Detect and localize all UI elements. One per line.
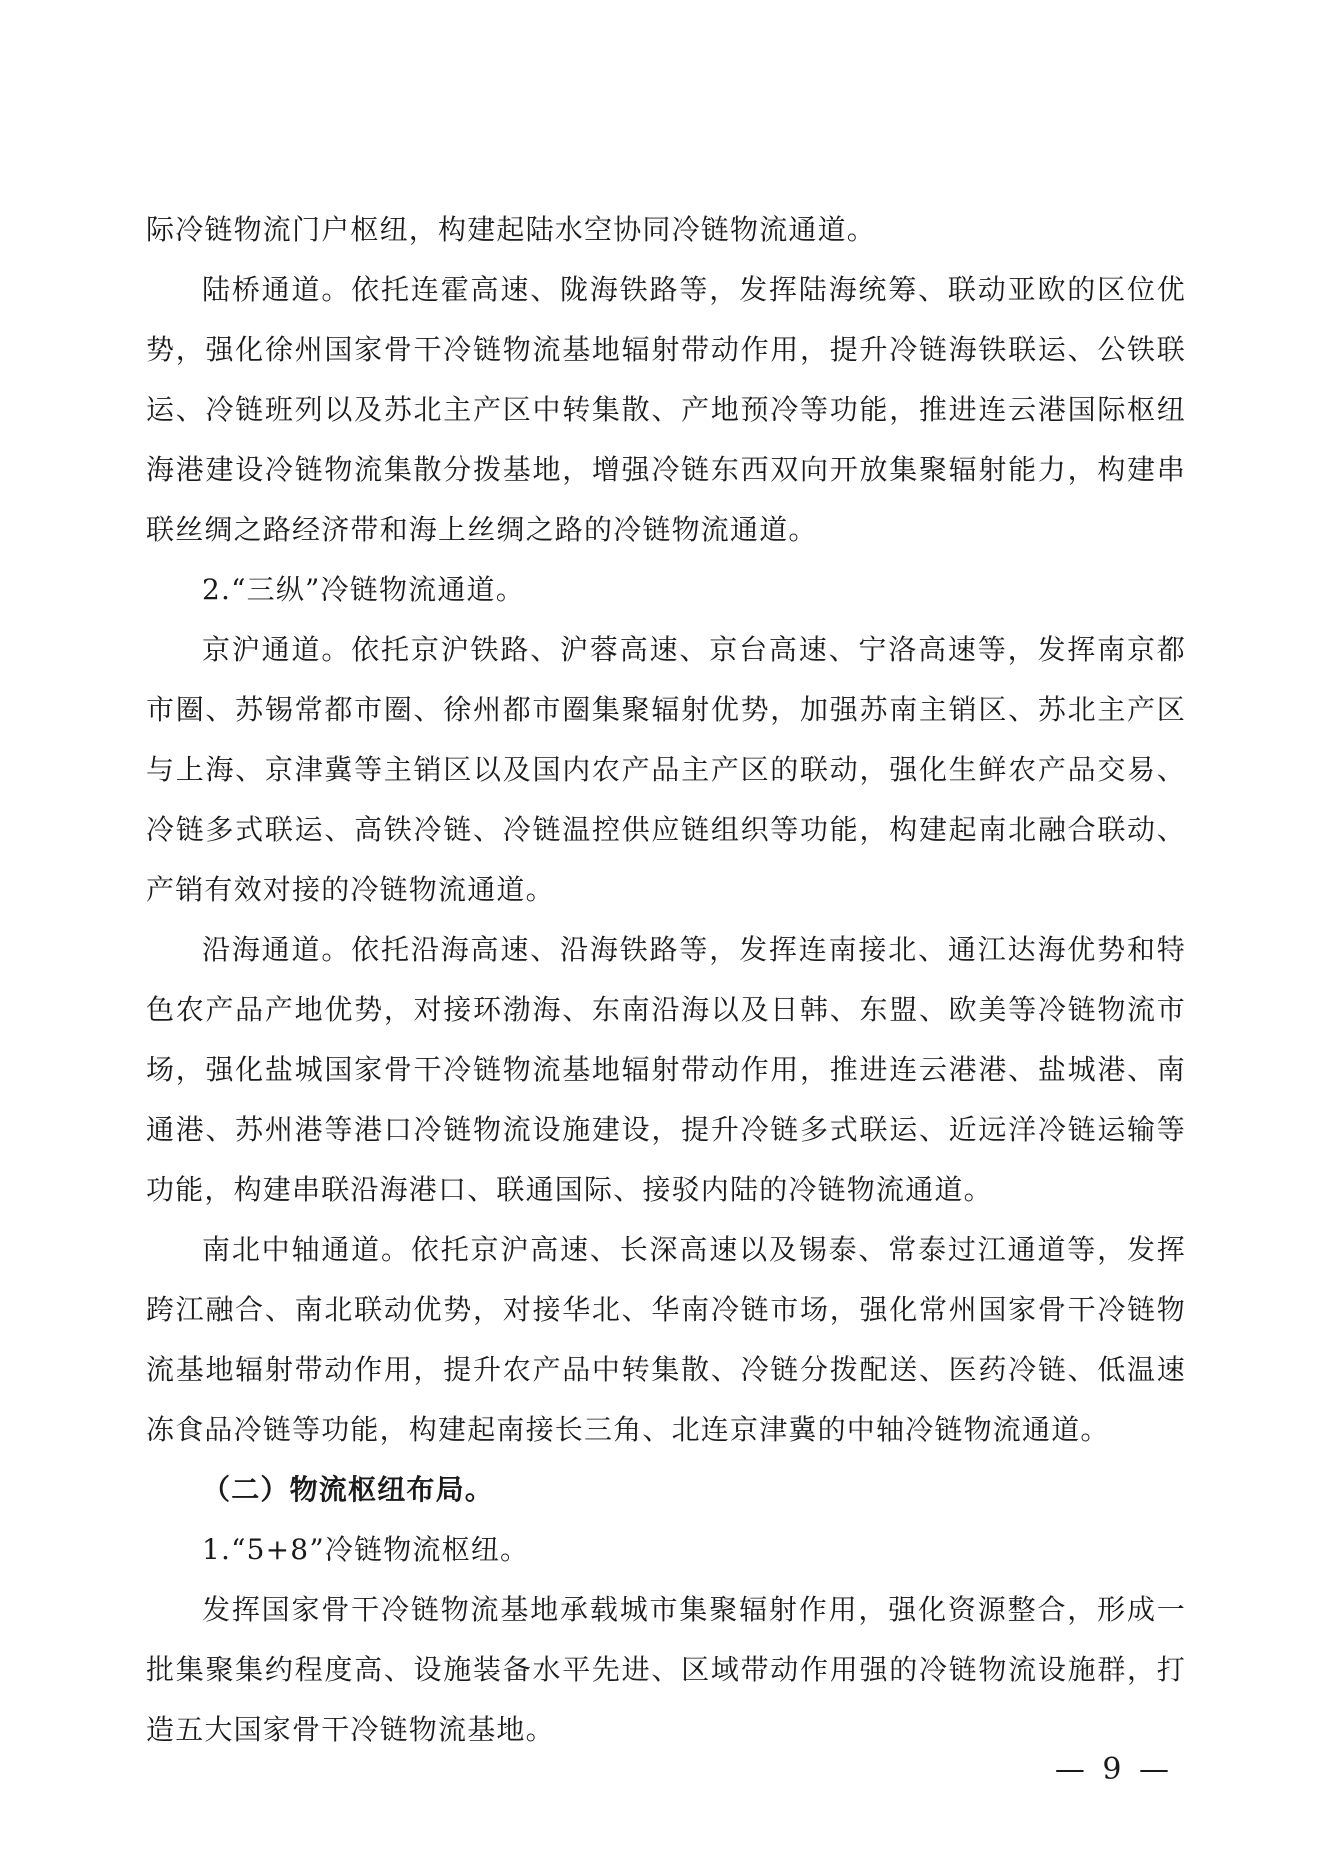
section-heading: （二）物流枢纽布局。 (202, 1473, 495, 1506)
paragraph-1: 际冷链物流门户枢纽，构建起陆水空协同冷链物流通道。 (146, 213, 877, 246)
document-body (146, 200, 1186, 1760)
paragraph-5: 沿海通道。依托沿海高速、沿海铁路等，发挥连南接北、通江达海优势和特色农产品产地优势，对接环渤海、东南沿海以及日韩、东盟、欧美等冷链物流市场，强化盐城国家骨干冷链物流基地辐射带动作用，推进连云港港、盐城港、南通港、苏州港等港口冷链物流设施建设，提升冷链多式联运、近远洋冷链运输等功能，构建串联沿海港口、联通国际、接驳内陆的冷链物流通道。 (146, 933, 1186, 1206)
paragraph-8-subheading: 1.“5+8”冷链物流枢纽。 (202, 1533, 530, 1566)
paragraph-3-subheading: 2.“三纵”冷链物流通道。 (202, 573, 525, 606)
page-number: — 9 — (1054, 1752, 1173, 1787)
paragraph-9: 发挥国家骨干冷链物流基地承载城市集聚辐射作用，强化资源整合，形成一批集聚集约程度高、设施装备水平先进、区域带动作用强的冷链物流设施群，打造五大国家骨干冷链物流基地。 (146, 1593, 1186, 1746)
paragraph-2: 陆桥通道。依托连霍高速、陇海铁路等，发挥陆海统筹、联动亚欧的区位优势，强化徐州国家骨干冷链物流基地辐射带动作用，提升冷链海铁联运、公铁联运、冷链班列以及苏北主产区中转集散、产地预冷等功能，推进连云港国际枢纽海港建设冷链物流集散分拨基地，增强冷链东西双向开放集聚辐射能力，构建串联丝绸之路经济带和海上丝绸之路的冷链物流通道。 (146, 273, 1186, 546)
paragraph-6: 南北中轴通道。依托京沪高速、长深高速以及锡泰、常泰过江通道等，发挥跨江融合、南北联动优势，对接华北、华南冷链市场，强化常州国家骨干冷链物流基地辐射带动作用，提升农产品中转集散、冷链分拨配送、医药冷链、低温速冻食品冷链等功能，构建起南接长三角、北连京津冀的中轴冷链物流通道。 (146, 1233, 1186, 1446)
paragraph-4: 京沪通道。依托京沪铁路、沪蓉高速、京台高速、宁洛高速等，发挥南京都市圈、苏锡常都市圈、徐州都市圈集聚辐射优势，加强苏南主销区、苏北主产区与上海、京津冀等主销区以及国内农产品主产区的联动，强化生鲜农产品交易、冷链多式联运、高铁冷链、冷链温控供应链组织等功能，构建起南北融合联动、产销有效对接的冷链物流通道。 (146, 633, 1186, 906)
